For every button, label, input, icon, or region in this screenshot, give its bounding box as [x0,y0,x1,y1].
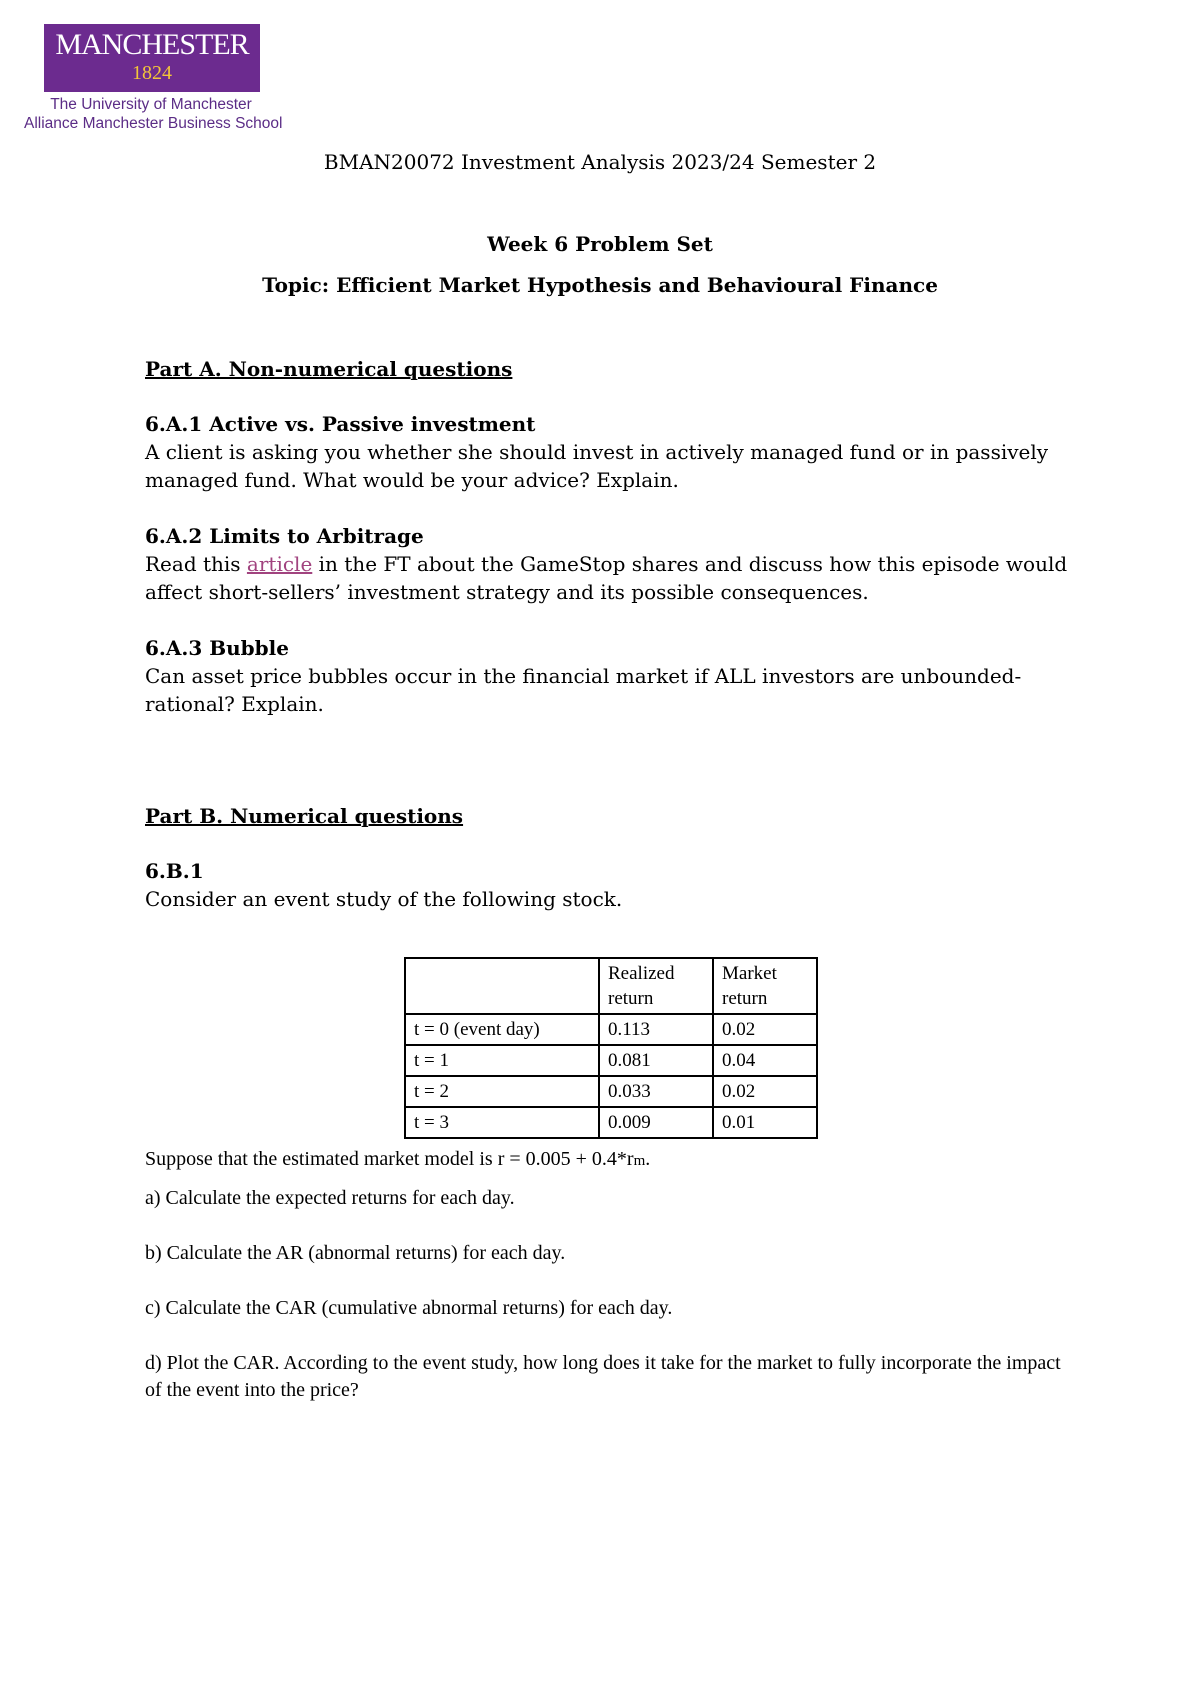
table-cell: 0.009 [599,1107,713,1138]
table-cell: t = 1 [405,1045,599,1076]
question-6b1-d: d) Plot the CAR. According to the event study, how long does it take for the market to fully incorporate the impact of the event into the price? [145,1352,1061,1401]
logo-box [44,24,260,92]
table-cell: 0.113 [599,1014,713,1045]
table-row [405,1107,817,1138]
question-6a1-text: A client is asking you whether she should invest in actively managed fund or in passively managed fund. What would be your advice? Explain. [145,440,1049,492]
question-6a2-text [145,550,1075,606]
table-cell: t = 3 [405,1107,599,1138]
question-6a2-text-before: Read this [145,552,247,576]
question-6b1-b: b) Calculate the AR (abnormal returns) for each day. [145,1242,566,1264]
table-cell: 0.033 [599,1076,713,1107]
market-model-text [145,1146,1075,1175]
question-6b1 [145,857,1075,913]
table-header-cell [405,958,599,1014]
part-b-heading [145,802,1075,830]
table-cell: 0.081 [599,1045,713,1076]
table-cell: 0.04 [713,1045,817,1076]
question-6b1-intro: Consider an event study of the following stock. [145,887,623,911]
table-row [405,1076,817,1107]
question-6a2-title: 6.A.2 Limits to Arbitrage [145,524,424,548]
table-row [405,1014,817,1045]
question-6a3-text: Can asset price bubbles occur in the financial market if ALL investors are unbounded-rational? Explain. [145,664,1022,716]
article-link[interactable]: article [246,552,313,576]
logo-wordmark: MANCHESTER [55,28,249,61]
table-header-cell: Realized return [599,958,713,1014]
logo-school-name: Alliance Manchester Business School [24,115,283,132]
university-logo [20,18,283,132]
table-row [405,1045,817,1076]
week-title: Week 6 Problem Set [487,232,713,256]
question-6a1-title: 6.A.1 Active vs. Passive investment [145,412,536,436]
market-model-subscript: m [633,1153,646,1169]
question-6b1-a: a) Calculate the expected returns for each day. [145,1187,515,1209]
part-a-heading [145,355,1075,383]
part-a-heading-text: Part A. Non-numerical questions [145,357,513,381]
table-header-row [405,958,817,1014]
table-header-cell: Market return [713,958,817,1014]
table-cell: t = 0 (event day) [405,1014,599,1045]
logo-year: 1824 [132,62,172,84]
market-model-end: . [645,1148,651,1170]
question-6a3-title: 6.A.3 Bubble [145,636,289,660]
event-study-table [404,957,818,1139]
question-6a1 [145,410,1075,494]
topic-title: Topic: Efficient Market Hypothesis and Behavioural Finance [262,273,938,297]
question-6a3 [145,634,1075,718]
question-6a2 [145,522,1075,606]
question-6b1-c: c) Calculate the CAR (cumulative abnormal returns) for each day. [145,1297,673,1319]
table-cell: 0.02 [713,1076,817,1107]
market-model-equation: Suppose that the estimated market model is r = 0.005 + 0.4*r [145,1148,634,1170]
logo-university-name: The University of Manchester [50,96,252,113]
part-b-heading-text: Part B. Numerical questions [145,804,464,828]
question-6b1-title: 6.B.1 [145,859,204,883]
table-cell: 0.01 [713,1107,817,1138]
table-cell: 0.02 [713,1014,817,1045]
course-title: BMAN20072 Investment Analysis 2023/24 Semester 2 [323,150,877,174]
table-cell: t = 2 [405,1076,599,1107]
question-6a2-text-after: in the FT about the GameStop shares and discuss how this episode would affect short-sellers’ investment strategy and its possible consequences. [145,552,1068,604]
